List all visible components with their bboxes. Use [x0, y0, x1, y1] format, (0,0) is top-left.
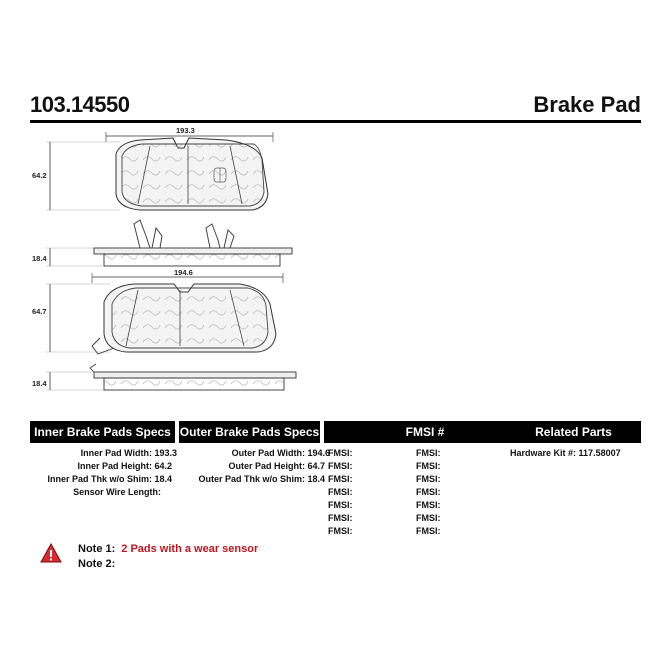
related-parts-header: Related Parts [506, 421, 641, 443]
outer-spec-row: Outer Pad Thk w/o Shim: 18.4 [198, 474, 326, 484]
outer-pad-face [32, 268, 283, 354]
fmsi-col-left [328, 447, 353, 538]
fmsi-label: FMSI: [328, 526, 353, 536]
inner-pad-edge [32, 220, 292, 266]
fmsi-label: FMSI: [328, 500, 353, 510]
inner-width-dim: 193.3 [176, 126, 195, 135]
inner-spec-row: Inner Pad Height: 64.2 [77, 461, 173, 471]
outer-spec-row: Outer Pad Width: 194.6 [231, 448, 331, 458]
fmsi-label: FMSI: [328, 461, 353, 471]
inner-spec-row: Inner Pad Thk w/o Shim: 18.4 [47, 474, 173, 484]
technical-drawing [30, 124, 641, 414]
fmsi-label: FMSI: [416, 513, 441, 523]
outer-specs-header: Outer Brake Pads Specs [179, 421, 320, 443]
outer-width-dim: 194.6 [174, 268, 193, 277]
inner-thk-dim: 18.4 [32, 254, 47, 263]
outer-spec-row: Outer Pad Height: 64.7 [228, 461, 326, 471]
title-bar [30, 92, 641, 123]
document-type: Brake Pad [533, 92, 641, 117]
fmsi-col-right [416, 447, 441, 538]
notes-section [40, 541, 440, 581]
outer-thk-dim: 18.4 [32, 379, 47, 388]
inner-spec-row: Inner Pad Width: 193.3 [80, 448, 178, 458]
fmsi-label: FMSI: [416, 474, 441, 484]
specs-table [30, 421, 641, 546]
outer-height-dim: 64.7 [32, 307, 47, 316]
fmsi-label: FMSI: [416, 526, 441, 536]
inner-pad-face [32, 126, 273, 210]
inner-specs-header: Inner Brake Pads Specs [30, 421, 175, 443]
warning-icon [40, 543, 62, 563]
fmsi-label: FMSI: [416, 500, 441, 510]
note-2: Note 2: [78, 558, 116, 570]
part-number: 103.14550 [30, 92, 130, 117]
fmsi-label: FMSI: [328, 474, 353, 484]
fmsi-label: FMSI: [416, 487, 441, 497]
outer-pad-edge [32, 364, 296, 390]
pad-drawing-svg [30, 124, 641, 414]
related-part-row: Hardware Kit #: 117.58007 [510, 448, 621, 458]
fmsi-label: FMSI: [416, 448, 441, 458]
fmsi-header: FMSI # [324, 421, 526, 443]
note-1: Note 1: 2 Pads with a wear sensor [78, 543, 259, 555]
fmsi-label: FMSI: [416, 461, 441, 471]
fmsi-label: FMSI: [328, 487, 353, 497]
note-1-text: 2 Pads with a wear sensor [121, 543, 259, 555]
fmsi-label: FMSI: [328, 448, 353, 458]
inner-spec-row: Sensor Wire Length: [73, 487, 161, 497]
fmsi-label: FMSI: [328, 513, 353, 523]
inner-height-dim: 64.2 [32, 171, 47, 180]
